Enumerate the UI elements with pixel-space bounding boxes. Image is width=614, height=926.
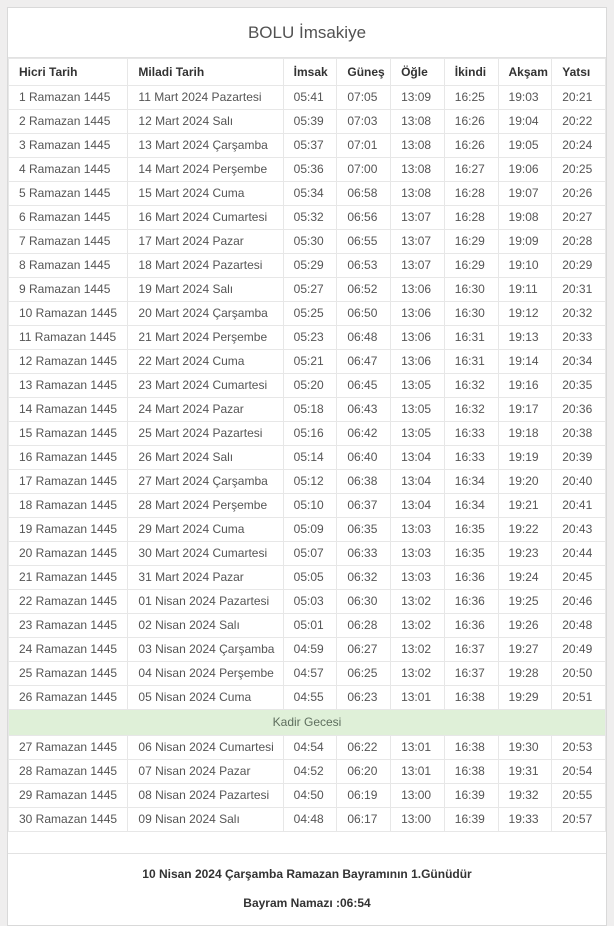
table-cell: 06:53 <box>337 254 391 278</box>
table-cell: 13:01 <box>391 760 445 784</box>
table-cell: 16:36 <box>444 590 498 614</box>
table-cell: 16:35 <box>444 542 498 566</box>
table-cell: 16:27 <box>444 158 498 182</box>
table-cell: 11 Mart 2024 Pazartesi <box>128 86 283 110</box>
table-cell: 9 Ramazan 1445 <box>9 278 128 302</box>
table-cell: 13 Ramazan 1445 <box>9 374 128 398</box>
table-cell: 19 Mart 2024 Salı <box>128 278 283 302</box>
table-cell: 05:34 <box>283 182 337 206</box>
table-cell: 06:25 <box>337 662 391 686</box>
table-cell: 13:03 <box>391 542 445 566</box>
imsakiye-table-body <box>9 86 606 832</box>
table-row <box>9 784 606 808</box>
page-background <box>0 7 614 920</box>
table-cell: 22 Mart 2024 Cuma <box>128 350 283 374</box>
table-cell: 05:27 <box>283 278 337 302</box>
table-cell: 3 Ramazan 1445 <box>9 134 128 158</box>
table-cell: 29 Ramazan 1445 <box>9 784 128 808</box>
table-cell: 16:28 <box>444 182 498 206</box>
table-cell: 05:32 <box>283 206 337 230</box>
table-row <box>9 254 606 278</box>
table-cell: 06:42 <box>337 422 391 446</box>
table-cell: 08 Nisan 2024 Pazartesi <box>128 784 283 808</box>
table-cell: 23 Mart 2024 Cumartesi <box>128 374 283 398</box>
table-cell: 19:18 <box>498 422 552 446</box>
table-cell: 05 Nisan 2024 Cuma <box>128 686 283 710</box>
table-cell: 16:34 <box>444 470 498 494</box>
table-cell: 19:32 <box>498 784 552 808</box>
table-cell: 13:08 <box>391 134 445 158</box>
table-cell: 16:36 <box>444 614 498 638</box>
table-cell: 7 Ramazan 1445 <box>9 230 128 254</box>
table-row <box>9 662 606 686</box>
table-cell: 20:36 <box>552 398 606 422</box>
table-cell: 19:17 <box>498 398 552 422</box>
table-cell: 16:39 <box>444 808 498 832</box>
table-cell: 20:29 <box>552 254 606 278</box>
table-cell: 20:54 <box>552 760 606 784</box>
table-cell: 23 Ramazan 1445 <box>9 614 128 638</box>
table-cell: 06:45 <box>337 374 391 398</box>
table-cell: 16:33 <box>444 446 498 470</box>
table-cell: 19:31 <box>498 760 552 784</box>
table-cell: 31 Mart 2024 Pazar <box>128 566 283 590</box>
table-cell: 13:03 <box>391 566 445 590</box>
table-cell: 19:22 <box>498 518 552 542</box>
table-cell: 16:32 <box>444 374 498 398</box>
table-cell: 06:19 <box>337 784 391 808</box>
table-cell: 05:18 <box>283 398 337 422</box>
table-cell: 16:38 <box>444 736 498 760</box>
table-cell: 06:38 <box>337 470 391 494</box>
table-cell: 20:57 <box>552 808 606 832</box>
table-cell: 19:25 <box>498 590 552 614</box>
table-cell: 20:26 <box>552 182 606 206</box>
table-cell: 19:07 <box>498 182 552 206</box>
table-cell: 13 Mart 2024 Çarşamba <box>128 134 283 158</box>
table-cell: 20:49 <box>552 638 606 662</box>
table-row <box>9 134 606 158</box>
table-cell: 19:03 <box>498 86 552 110</box>
table-cell: 16:33 <box>444 422 498 446</box>
table-cell: 05:14 <box>283 446 337 470</box>
header-row <box>9 59 606 86</box>
table-cell: 18 Ramazan 1445 <box>9 494 128 518</box>
table-cell: 18 Mart 2024 Pazartesi <box>128 254 283 278</box>
table-row <box>9 302 606 326</box>
table-cell: 20:32 <box>552 302 606 326</box>
table-cell: 16:38 <box>444 760 498 784</box>
table-cell: 30 Mart 2024 Cumartesi <box>128 542 283 566</box>
table-cell: 13:00 <box>391 808 445 832</box>
kadir-gecesi-cell: Kadir Gecesi <box>9 710 606 736</box>
table-cell: 06:56 <box>337 206 391 230</box>
column-header-gunes: Güneş <box>337 59 391 86</box>
table-cell: 19:08 <box>498 206 552 230</box>
table-footer-spacer <box>8 832 606 854</box>
table-cell: 16:37 <box>444 662 498 686</box>
table-cell: 13:02 <box>391 614 445 638</box>
table-cell: 20:40 <box>552 470 606 494</box>
table-cell: 16 Mart 2024 Cumartesi <box>128 206 283 230</box>
table-cell: 07:01 <box>337 134 391 158</box>
column-header-miladi-tarih: Miladi Tarih <box>128 59 283 86</box>
table-cell: 20:21 <box>552 86 606 110</box>
table-cell: 04:57 <box>283 662 337 686</box>
table-cell: 19:23 <box>498 542 552 566</box>
table-row <box>9 566 606 590</box>
table-cell: 04:54 <box>283 736 337 760</box>
table-cell: 19:09 <box>498 230 552 254</box>
table-row <box>9 470 606 494</box>
table-row <box>9 350 606 374</box>
table-cell: 17 Mart 2024 Pazar <box>128 230 283 254</box>
table-row <box>9 398 606 422</box>
table-cell: 09 Nisan 2024 Salı <box>128 808 283 832</box>
table-row <box>9 86 606 110</box>
table-cell: 19:06 <box>498 158 552 182</box>
page-title: BOLU İmsakiye <box>8 8 606 58</box>
table-cell: 11 Ramazan 1445 <box>9 326 128 350</box>
table-cell: 13:00 <box>391 784 445 808</box>
table-cell: 04:52 <box>283 760 337 784</box>
table-cell: 16:34 <box>444 494 498 518</box>
table-cell: 20:38 <box>552 422 606 446</box>
imsakiye-card <box>7 7 607 926</box>
table-cell: 19:20 <box>498 470 552 494</box>
table-row <box>9 110 606 134</box>
table-cell: 1 Ramazan 1445 <box>9 86 128 110</box>
table-cell: 06:23 <box>337 686 391 710</box>
table-cell: 20:39 <box>552 446 606 470</box>
prayer-times-table <box>8 58 606 832</box>
table-cell: 05:25 <box>283 302 337 326</box>
table-cell: 26 Ramazan 1445 <box>9 686 128 710</box>
table-cell: 13:02 <box>391 590 445 614</box>
table-row <box>9 736 606 760</box>
table-cell: 26 Mart 2024 Salı <box>128 446 283 470</box>
table-cell: 19:24 <box>498 566 552 590</box>
table-cell: 13:07 <box>391 206 445 230</box>
table-row <box>9 206 606 230</box>
table-header <box>9 59 606 86</box>
column-header-ikindi: İkindi <box>444 59 498 86</box>
table-cell: 13:08 <box>391 110 445 134</box>
table-cell: 13:02 <box>391 638 445 662</box>
table-cell: 20:51 <box>552 686 606 710</box>
table-cell: 06:27 <box>337 638 391 662</box>
table-cell: 13:08 <box>391 158 445 182</box>
table-cell: 06:37 <box>337 494 391 518</box>
table-cell: 16:29 <box>444 230 498 254</box>
table-cell: 05:07 <box>283 542 337 566</box>
table-cell: 19:29 <box>498 686 552 710</box>
table-cell: 25 Ramazan 1445 <box>9 662 128 686</box>
table-cell: 20:34 <box>552 350 606 374</box>
table-cell: 07:05 <box>337 86 391 110</box>
table-cell: 14 Mart 2024 Perşembe <box>128 158 283 182</box>
table-cell: 19:12 <box>498 302 552 326</box>
table-cell: 20:46 <box>552 590 606 614</box>
table-cell: 19:04 <box>498 110 552 134</box>
table-cell: 04:50 <box>283 784 337 808</box>
table-cell: 16:25 <box>444 86 498 110</box>
table-row <box>9 494 606 518</box>
table-cell: 05:10 <box>283 494 337 518</box>
table-cell: 06:28 <box>337 614 391 638</box>
table-cell: 19:21 <box>498 494 552 518</box>
table-cell: 6 Ramazan 1445 <box>9 206 128 230</box>
table-cell: 19:10 <box>498 254 552 278</box>
table-cell: 20:53 <box>552 736 606 760</box>
table-cell: 21 Mart 2024 Perşembe <box>128 326 283 350</box>
table-cell: 16:30 <box>444 278 498 302</box>
table-cell: 06:47 <box>337 350 391 374</box>
table-row <box>9 686 606 710</box>
table-cell: 05:23 <box>283 326 337 350</box>
table-cell: 05:09 <box>283 518 337 542</box>
table-cell: 06:17 <box>337 808 391 832</box>
table-cell: 05:41 <box>283 86 337 110</box>
table-cell: 05:36 <box>283 158 337 182</box>
table-cell: 07 Nisan 2024 Pazar <box>128 760 283 784</box>
table-cell: 20:45 <box>552 566 606 590</box>
table-cell: 20:22 <box>552 110 606 134</box>
table-cell: 05:01 <box>283 614 337 638</box>
table-cell: 06:22 <box>337 736 391 760</box>
table-cell: 19:28 <box>498 662 552 686</box>
table-cell: 20:43 <box>552 518 606 542</box>
table-cell: 13:04 <box>391 446 445 470</box>
table-cell: 04:48 <box>283 808 337 832</box>
table-cell: 20 Ramazan 1445 <box>9 542 128 566</box>
bayram-day-note: 10 Nisan 2024 Çarşamba Ramazan Bayramının 1.Günüdür <box>142 867 472 881</box>
table-cell: 2 Ramazan 1445 <box>9 110 128 134</box>
table-cell: 06:52 <box>337 278 391 302</box>
table-cell: 06:35 <box>337 518 391 542</box>
table-cell: 19:05 <box>498 134 552 158</box>
column-header-ogle: Öğle <box>391 59 445 86</box>
table-cell: 05:16 <box>283 422 337 446</box>
table-cell: 06 Nisan 2024 Cumartesi <box>128 736 283 760</box>
table-row <box>9 760 606 784</box>
table-cell: 15 Mart 2024 Cuma <box>128 182 283 206</box>
column-header-hicri-tarih: Hicri Tarih <box>9 59 128 86</box>
table-cell: 16:38 <box>444 686 498 710</box>
table-row <box>9 374 606 398</box>
table-cell: 13:04 <box>391 494 445 518</box>
table-cell: 14 Ramazan 1445 <box>9 398 128 422</box>
table-cell: 30 Ramazan 1445 <box>9 808 128 832</box>
table-cell: 16:26 <box>444 134 498 158</box>
table-cell: 05:03 <box>283 590 337 614</box>
table-cell: 13:02 <box>391 662 445 686</box>
table-cell: 13:06 <box>391 326 445 350</box>
table-cell: 20:28 <box>552 230 606 254</box>
table-cell: 4 Ramazan 1445 <box>9 158 128 182</box>
table-cell: 13:05 <box>391 422 445 446</box>
table-cell: 19:30 <box>498 736 552 760</box>
column-header-imsak: İmsak <box>283 59 337 86</box>
table-cell: 19:13 <box>498 326 552 350</box>
column-header-yatsi: Yatsı <box>552 59 606 86</box>
bayram-prayer-time-note: Bayram Namazı :06:54 <box>243 896 371 910</box>
table-cell: 20:25 <box>552 158 606 182</box>
table-cell: 20:41 <box>552 494 606 518</box>
table-cell: 16:37 <box>444 638 498 662</box>
table-cell: 05:39 <box>283 110 337 134</box>
table-cell: 20:48 <box>552 614 606 638</box>
table-cell: 06:33 <box>337 542 391 566</box>
table-cell: 13:06 <box>391 302 445 326</box>
table-cell: 13:04 <box>391 470 445 494</box>
table-cell: 22 Ramazan 1445 <box>9 590 128 614</box>
table-cell: 07:00 <box>337 158 391 182</box>
table-cell: 05:30 <box>283 230 337 254</box>
table-cell: 25 Mart 2024 Pazartesi <box>128 422 283 446</box>
table-cell: 04:55 <box>283 686 337 710</box>
table-row <box>9 326 606 350</box>
table-cell: 27 Mart 2024 Çarşamba <box>128 470 283 494</box>
table-cell: 16 Ramazan 1445 <box>9 446 128 470</box>
table-cell: 16:36 <box>444 566 498 590</box>
table-cell: 06:40 <box>337 446 391 470</box>
table-row <box>9 278 606 302</box>
table-cell: 28 Ramazan 1445 <box>9 760 128 784</box>
table-row <box>9 614 606 638</box>
table-cell: 13:06 <box>391 278 445 302</box>
footer-notes <box>8 854 606 925</box>
table-cell: 21 Ramazan 1445 <box>9 566 128 590</box>
table-cell: 28 Mart 2024 Perşembe <box>128 494 283 518</box>
table-cell: 06:32 <box>337 566 391 590</box>
table-cell: 5 Ramazan 1445 <box>9 182 128 206</box>
table-row <box>9 230 606 254</box>
table-cell: 12 Mart 2024 Salı <box>128 110 283 134</box>
table-cell: 13:01 <box>391 736 445 760</box>
table-cell: 05:29 <box>283 254 337 278</box>
table-cell: 16:39 <box>444 784 498 808</box>
table-cell: 10 Ramazan 1445 <box>9 302 128 326</box>
table-cell: 12 Ramazan 1445 <box>9 350 128 374</box>
table-cell: 16:28 <box>444 206 498 230</box>
table-cell: 19:26 <box>498 614 552 638</box>
table-row <box>9 158 606 182</box>
table-cell: 15 Ramazan 1445 <box>9 422 128 446</box>
table-cell: 06:20 <box>337 760 391 784</box>
table-cell: 13:07 <box>391 230 445 254</box>
table-cell: 13:08 <box>391 182 445 206</box>
table-cell: 13:09 <box>391 86 445 110</box>
table-row <box>9 446 606 470</box>
table-cell: 29 Mart 2024 Cuma <box>128 518 283 542</box>
table-cell: 13:06 <box>391 350 445 374</box>
table-row <box>9 518 606 542</box>
table-cell: 02 Nisan 2024 Salı <box>128 614 283 638</box>
table-cell: 06:55 <box>337 230 391 254</box>
table-cell: 19:33 <box>498 808 552 832</box>
table-cell: 16:35 <box>444 518 498 542</box>
table-cell: 20:55 <box>552 784 606 808</box>
table-cell: 20:50 <box>552 662 606 686</box>
table-cell: 19:16 <box>498 374 552 398</box>
table-cell: 24 Ramazan 1445 <box>9 638 128 662</box>
table-cell: 16:26 <box>444 110 498 134</box>
table-cell: 13:05 <box>391 374 445 398</box>
table-cell: 06:50 <box>337 302 391 326</box>
table-cell: 16:30 <box>444 302 498 326</box>
table-row <box>9 182 606 206</box>
special-row-kadir-gecesi <box>9 710 606 736</box>
table-row <box>9 542 606 566</box>
table-cell: 17 Ramazan 1445 <box>9 470 128 494</box>
table-cell: 19:11 <box>498 278 552 302</box>
table-cell: 13:07 <box>391 254 445 278</box>
table-cell: 19:27 <box>498 638 552 662</box>
table-cell: 13:05 <box>391 398 445 422</box>
table-cell: 8 Ramazan 1445 <box>9 254 128 278</box>
table-cell: 07:03 <box>337 110 391 134</box>
table-cell: 16:32 <box>444 398 498 422</box>
table-cell: 06:30 <box>337 590 391 614</box>
table-cell: 05:20 <box>283 374 337 398</box>
table-cell: 06:48 <box>337 326 391 350</box>
table-cell: 20:31 <box>552 278 606 302</box>
table-cell: 06:58 <box>337 182 391 206</box>
column-header-aksam: Akşam <box>498 59 552 86</box>
table-cell: 04:59 <box>283 638 337 662</box>
table-cell: 20:33 <box>552 326 606 350</box>
table-cell: 01 Nisan 2024 Pazartesi <box>128 590 283 614</box>
table-cell: 19 Ramazan 1445 <box>9 518 128 542</box>
table-cell: 04 Nisan 2024 Perşembe <box>128 662 283 686</box>
table-cell: 05:05 <box>283 566 337 590</box>
table-cell: 20:27 <box>552 206 606 230</box>
table-row <box>9 422 606 446</box>
table-cell: 24 Mart 2024 Pazar <box>128 398 283 422</box>
table-cell: 20:35 <box>552 374 606 398</box>
table-cell: 20:24 <box>552 134 606 158</box>
table-row <box>9 590 606 614</box>
table-cell: 13:01 <box>391 686 445 710</box>
table-cell: 19:14 <box>498 350 552 374</box>
table-cell: 16:31 <box>444 326 498 350</box>
table-cell: 05:21 <box>283 350 337 374</box>
table-row <box>9 638 606 662</box>
table-cell: 05:12 <box>283 470 337 494</box>
table-cell: 05:37 <box>283 134 337 158</box>
table-cell: 27 Ramazan 1445 <box>9 736 128 760</box>
table-cell: 06:43 <box>337 398 391 422</box>
table-cell: 03 Nisan 2024 Çarşamba <box>128 638 283 662</box>
table-cell: 13:03 <box>391 518 445 542</box>
table-cell: 19:19 <box>498 446 552 470</box>
table-cell: 16:29 <box>444 254 498 278</box>
table-cell: 20 Mart 2024 Çarşamba <box>128 302 283 326</box>
table-row <box>9 808 606 832</box>
table-cell: 20:44 <box>552 542 606 566</box>
table-cell: 16:31 <box>444 350 498 374</box>
